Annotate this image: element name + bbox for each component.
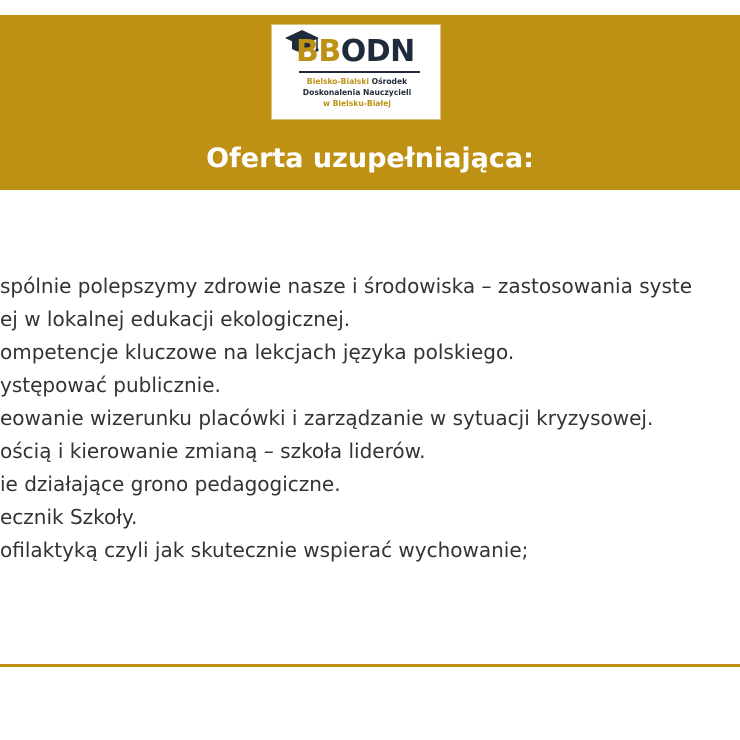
logo-line-3: w Bielsku-Białej: [322, 99, 392, 108]
list-item: eowanie wizerunku placówki i zarządzanie w sytuacji kryzysowej.: [0, 406, 654, 430]
logo-brand-prefix: BB: [296, 34, 341, 69]
list-item: ecznik Szkoły.: [0, 505, 138, 529]
list-item: ością i kierowanie zmianą – szkoła liderów.: [0, 439, 426, 463]
page-title: Oferta uzupełniająca:: [206, 143, 534, 174]
list-item: ie działające grono pedagogiczne.: [0, 472, 341, 496]
list-item: spólnie polepszymy zdrowie nasze i środowiska – zastosowania syste: [0, 274, 693, 298]
list-item: ompetencje kluczowe na lekcjach języka polskiego.: [0, 340, 515, 364]
logo-line-1: [272, 77, 442, 87]
logo-line-1-gold: Bielsko-Bialski: [306, 77, 369, 86]
list-item: ystępować publicznie.: [0, 373, 221, 397]
header-banner: [0, 15, 740, 190]
logo-divider: [299, 71, 420, 73]
bbodn-logo: [271, 24, 441, 120]
logo-brand-suffix: ODN: [340, 34, 415, 69]
logo-line-1-dark: Ośrodek: [368, 77, 408, 86]
bottom-divider: [0, 664, 740, 667]
list-item: ofilaktyką czyli jak skutecznie wspierać wychowanie;: [0, 538, 529, 562]
logo-line-2: Doskonalenia Nauczycieli: [302, 88, 412, 97]
logo-brand: [296, 34, 415, 70]
list-item: ej w lokalnej edukacji ekologicznej.: [0, 307, 351, 331]
